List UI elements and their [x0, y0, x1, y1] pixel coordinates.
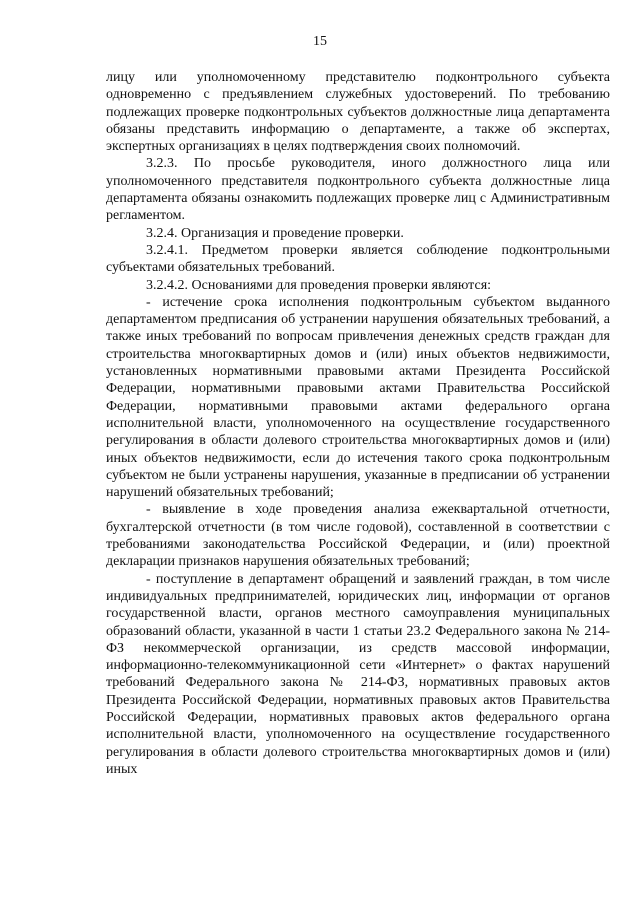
paragraph-continuation: лицу или уполномоченному представителю подконтрольного субъекта одновременно с предъявлением служебных удостоверений. По требованию подлежащих проверке подконтрольных субъектов должностные лица департамента обязаны представить информацию о департаменте, а также об экспертах, экспертных организациях в целях подтверждения своих полномочий.	[106, 70, 610, 155]
paragraph-3-2-4-2: 3.2.4.2. Основаниями для проведения проверки являются:	[146, 277, 492, 293]
document-body	[106, 69, 610, 778]
paragraph-3-2-4-1: 3.2.4.1. Предметом проверки является соблюдение подконтрольными субъектами обязательных требований.	[106, 242, 610, 276]
page-number: 15	[313, 34, 327, 49]
list-item-reporting-analysis: - выявление в ходе проведения анализа ежеквартальной отчетности, бухгалтерской отчетности (в том числе годовой), составленной в соответствии с требованиями законодательства Российской Федерации, и (или) проектной декларации признаков нарушения обязательных требований;	[106, 502, 610, 570]
paragraph-3-2-3: 3.2.3. По просьбе руководителя, иного должностного лица или уполномоченного представителя подконтрольного субъекта должностные лица департамента обязаны ознакомить подлежащих проверке лиц с Административным регламентом.	[106, 156, 610, 224]
list-item-complaints-received: - поступление в департамент обращений и заявлений граждан, в том числе индивидуальных предпринимателей, юридических лиц, информации от органов государственной власти, органов местного самоуправления муниципальных образований области, указанной в части 1 статьи 23.2 Федерального закона № 214-ФЗ некоммерческой организации, из средств массовой информации, информационно-телекоммуникационной сети «Интернет» о фактах нарушений требований Федерального закона № 214-ФЗ, нормативных правовых актов Президента Российской Федерации, нормативных правовых актов Правительства Российской Федерации, нормативных правовых актов федерального органа исполнительной власти, уполномоченного на осуществление государственного регулирования в области долевого строительства многоквартирных домов и (или) иных	[106, 571, 610, 777]
paragraph-3-2-4: 3.2.4. Организация и проведение проверки.	[146, 225, 404, 241]
list-item-deadline-expiry: - истечение срока исполнения подконтрольным субъектом выданного департаментом предписания об устранении нарушения обязательных требований, а также иных требований по вопросам привлечения денежных средств граждан для строительства многоквартирных домов и (или) иных объектов недвижимости, установленных нормативными правовыми актами Президента Российской Федерации, нормативными правовыми актами Правительства Российской Федерации, нормативными правовыми актами федерального органа исполнительной власти, уполномоченного на осуществление государственного регулирования в области долевого строительства многоквартирных домов и (или) иных объектов недвижимости, если до истечения такого срока подконтрольным субъектом не были устранены нарушения, указанные в предписании об устранении нарушений обязательных требований;	[106, 294, 610, 501]
